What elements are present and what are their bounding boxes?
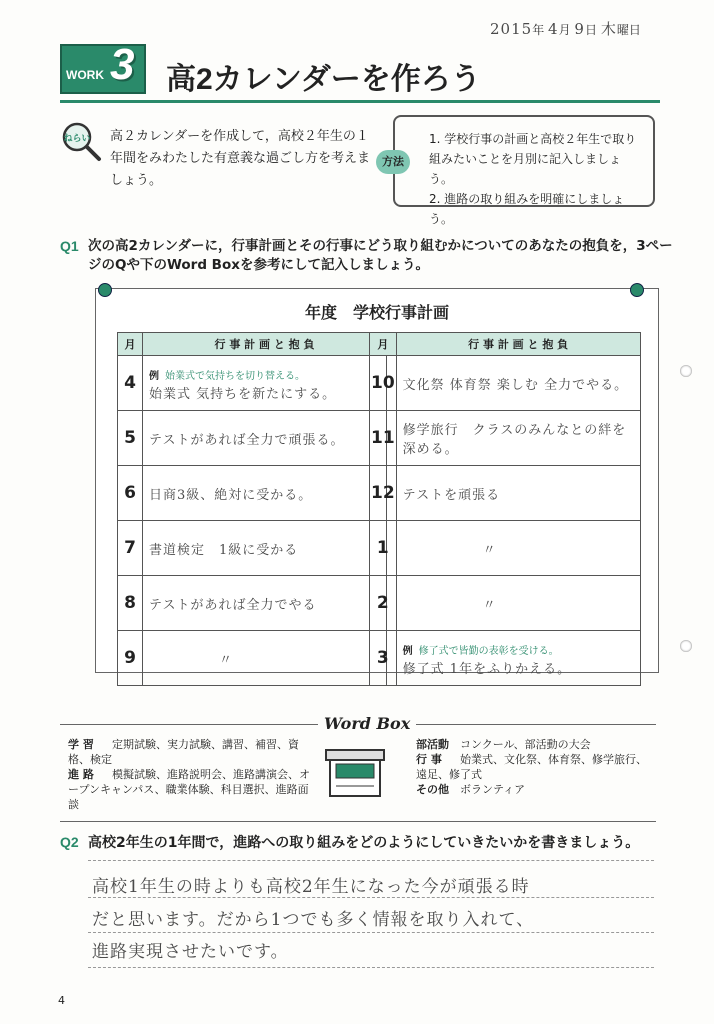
month-cell: 7 [118,521,143,576]
wordbox-key: その他 [416,783,449,796]
calendar-row [118,356,387,411]
work-number: 3 [110,40,135,89]
date-month: 4 [548,20,559,38]
wordbox-row [68,737,318,767]
example-note: 修了式で皆勤の表彰を受ける。 [418,646,559,657]
calendar-row [118,411,387,466]
box-icon [324,742,386,800]
answer-line [88,860,654,861]
example-label: 例 [402,646,413,657]
date-weekday: 木 [600,20,617,38]
calendar-row [370,356,641,411]
calendar-row [370,576,641,631]
date-line [490,18,641,39]
method-item: 2. 進路の取り組みを明確にしましょう。 [429,192,625,226]
wordbox-key: 部活動 [416,738,449,751]
entry-cell[interactable] [396,576,640,631]
col-month-header: 月 [118,333,143,356]
wordbox-row [416,737,652,752]
date-year-unit: 年 [532,23,545,37]
wordbox-row [68,767,318,812]
month-cell: 4 [118,356,143,411]
wordbox-title: Word Box [318,714,416,733]
wordbox-key: 進 路 [68,768,94,781]
calendar-row [118,576,387,631]
aim-text: 高２カレンダーを作成して，高校２年生の１年間をみわたした有意義な過ごし方を考えましょう。 [110,129,371,188]
wordbox-value: ボランティア [460,783,526,796]
calendar-row [118,631,387,686]
calendar-title: 年度 学校行事計画 [304,303,449,322]
handwritten-entry: 始業式 気持ちを新たにする。 [149,387,337,402]
entry-cell[interactable] [143,631,387,686]
handwritten-entry: 〃 [219,652,234,668]
col-plan-header: 行 事 計 画 と 抱 負 [396,333,640,356]
answer-line [88,897,654,898]
entry-cell[interactable] [396,521,640,576]
calendar-row [370,466,641,521]
handwritten-entry: 文化祭 体育祭 楽しむ 全力でやる。 [402,377,629,393]
date-year: 2015 [490,20,533,38]
handwritten-entry: 〃 [482,542,497,558]
work-badge [60,38,152,96]
pin-icon [98,283,112,297]
handwritten-entry: 書道検定 1級に受かる [149,542,299,558]
method-item: 1. 学校行事の計画と高校２年生で取り組みたいことを月別に記入しましょう。 [429,132,637,186]
binder-hole [680,640,692,652]
magnifier-icon [60,120,102,162]
handwritten-entry: テストがあれば全力で頑張る。 [149,432,345,448]
wordbox-value: 始業式、文化祭、体育祭、修学旅行、遠足、修了式 [416,753,647,781]
date-month-unit: 月 [558,23,571,37]
month-cell: 2 [370,576,397,631]
page-number: 4 [58,994,65,1007]
entry-cell[interactable] [396,631,640,686]
method-label: 方法 [376,150,410,174]
handwritten-entry: 〃 [482,597,497,613]
example-note: 始業式で気持ちを切り替える。 [165,371,305,382]
example-label: 例 [149,371,159,382]
entry-cell[interactable] [143,466,387,521]
entry-cell[interactable] [396,411,640,466]
handwritten-entry: 修学旅行 クラスのみんなとの絆を深める。 [402,423,627,457]
calendar-row [370,411,641,466]
handwritten-entry: 修了式 1年をふりかえる。 [402,662,572,677]
q2-answer-line[interactable]: だと思います。だから1つでも多く情報を取り入れて、 [92,910,535,930]
wordbox-row [416,782,652,797]
work-label: WORK [66,68,104,82]
handwritten-entry: テストがあれば全力でやる [149,597,317,613]
page-title: 高2カレンダーを作ろう [166,63,481,96]
month-cell: 9 [118,631,143,686]
answer-line [88,967,654,968]
date-day-unit: 日 [584,23,597,37]
entry-cell[interactable] [396,356,640,411]
wordbox-value: 模擬試験、進路説明会、進路講演会、オープンキャンパス、職業体験、科目選択、進路面談 [68,768,310,811]
wordbox-value: コンクール、部活動の大会 [460,738,591,751]
handwritten-entry: テストを頑張る [402,487,501,503]
q2-answer-line[interactable]: 高校1年生の時よりも高校2年生になった今が頑張る時 [92,877,530,897]
entry-cell[interactable] [143,356,387,411]
calendar-left-table [117,332,387,686]
q2-text: 高校2年生の1年間で，進路への取り組みをどのようにしていきたいかを書きましょう。 [88,835,640,851]
method-box [393,115,655,226]
month-cell: 3 [370,631,397,686]
title-rule [60,100,660,103]
entry-cell[interactable] [143,411,387,466]
month-cell: 6 [118,466,143,521]
calendar-right-table [369,332,641,686]
wordbox-key: 学 習 [68,738,94,751]
wordbox-value: 定期試験、実力試験、講習、補習、資格、検定 [68,738,299,766]
q1-label: Q1 [60,238,79,254]
col-month-header: 月 [370,333,397,356]
calendar-row [118,521,387,576]
q2-label: Q2 [60,834,79,850]
calendar-row [370,631,641,686]
month-cell: 1 [370,521,397,576]
calendar-row [118,466,387,521]
handwritten-entry: 日商3級、絶対に受かる。 [149,487,313,503]
date-day: 9 [574,20,585,38]
wordbox-row [416,752,652,782]
aim-icon-label: ねらい [63,134,91,144]
entry-cell[interactable] [143,576,387,631]
month-cell: 5 [118,411,143,466]
entry-cell[interactable] [143,521,387,576]
answer-line [88,932,654,933]
entry-cell[interactable] [396,466,640,521]
calendar-row [370,521,641,576]
month-cell: 10 [370,356,397,411]
month-cell: 11 [370,411,397,466]
q1-text: 次の高2カレンダーに，行事計画とその行事にどう取り組むかについてのあなたの抱負を，3ページのQや下のWord Boxを参考にして記入しましょう。 [88,238,673,273]
binder-hole [680,365,692,377]
date-weekday-unit: 曜日 [616,23,641,37]
q2-answer-line[interactable]: 進路実現させたいです。 [92,942,289,962]
month-cell: 8 [118,576,143,631]
pin-icon [630,283,644,297]
month-cell: 12 [370,466,397,521]
wordbox-key: 行 事 [416,753,442,766]
col-plan-header: 行 事 計 画 と 抱 負 [143,333,387,356]
